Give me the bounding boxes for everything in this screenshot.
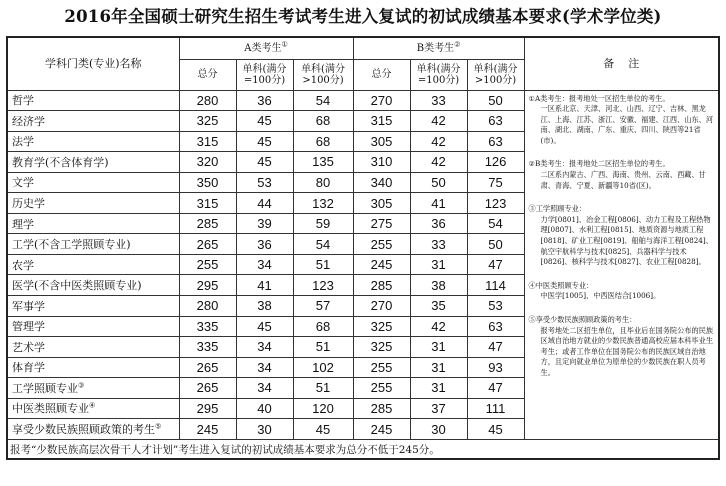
b-total-cell: 340 (353, 172, 410, 193)
b-single100-cell: 42 (410, 111, 467, 132)
a-single-over100-header: 单科(满分>100分) (293, 59, 353, 90)
a-total-cell: 320 (179, 152, 236, 173)
subject-name: 教育学(不含体育学) (7, 152, 179, 173)
a-total-cell: 335 (179, 337, 236, 358)
b-single-over100-cell: 93 (467, 357, 524, 378)
b-single-over100-cell: 53 (467, 295, 524, 316)
note-heading: ⑤享受少数民族照顾政策的考生： (528, 315, 637, 324)
b-single100-cell: 42 (410, 316, 467, 337)
a-total-cell: 315 (179, 131, 236, 152)
b-total-cell: 270 (353, 90, 410, 111)
b-single100-cell: 35 (410, 295, 467, 316)
b-single-over100-cell: 50 (467, 90, 524, 111)
a-single-over100-cell: 51 (293, 337, 353, 358)
b-single100-header: 单科(满分=100分) (410, 59, 467, 90)
b-total-cell: 275 (353, 213, 410, 234)
b-total-cell: 255 (353, 378, 410, 399)
a-single-over100-cell: 45 (293, 419, 353, 440)
note-block (529, 204, 715, 268)
a-single100-cell: 45 (236, 152, 293, 173)
b-single100-cell: 38 (410, 275, 467, 296)
subject-name: 理学 (7, 213, 179, 234)
b-group-header: B类考生② (353, 37, 524, 59)
note-heading: ④中医类照顾专业： (528, 280, 594, 290)
b-single-over100-cell: 63 (467, 131, 524, 152)
note-block (529, 94, 715, 147)
b-single100-cell: 31 (410, 378, 467, 399)
b-single100-cell: 31 (410, 357, 467, 378)
a-total-cell: 350 (179, 172, 236, 193)
a-total-header: 总分 (179, 59, 236, 90)
b-single100-cell: 31 (410, 337, 467, 358)
b-single100-cell: 41 (410, 193, 467, 214)
subject-name: 军事学 (7, 295, 179, 316)
subject-name: 法学 (7, 131, 179, 152)
score-rows (7, 90, 719, 440)
a-single-over100-cell: 135 (293, 152, 353, 173)
note-body: 二区系内蒙古、广西、海南、贵州、云南、西藏、甘肃、青海、宁夏、新疆等10省(区)。 (540, 170, 706, 190)
notes-header: 备 注 (524, 37, 719, 90)
b-total-cell: 325 (353, 316, 410, 337)
table-row (7, 90, 719, 111)
subject-name: 医学(不含中医类照顾专业) (7, 275, 179, 296)
b-total-cell: 245 (353, 254, 410, 275)
b-single100-cell: 33 (410, 90, 467, 111)
a-single100-cell: 34 (236, 378, 293, 399)
b-single-over100-cell: 123 (467, 193, 524, 214)
a-single100-cell: 34 (236, 254, 293, 275)
a-single-over100-cell: 54 (293, 90, 353, 111)
a-total-cell: 335 (179, 316, 236, 337)
subject-name: 享受少数民族照顾政策的考生⑤ (7, 419, 179, 440)
a-single-over100-cell: 80 (293, 172, 353, 193)
b-single-over100-cell: 45 (467, 419, 524, 440)
note-body: 中医学[1005]、中西医结合[1006]。 (540, 291, 661, 301)
b-single100-cell: 37 (410, 398, 467, 419)
b-single100-cell: 31 (410, 254, 467, 275)
subject-header: 学科门类(专业)名称 (7, 37, 179, 90)
subject-name: 管理学 (7, 316, 179, 337)
a-single-over100-cell: 132 (293, 193, 353, 214)
b-total-cell: 285 (353, 398, 410, 419)
b-single100-cell: 42 (410, 152, 467, 173)
a-total-cell: 265 (179, 357, 236, 378)
b-total-cell: 255 (353, 234, 410, 255)
a-total-cell: 245 (179, 419, 236, 440)
a-single100-cell: 45 (236, 111, 293, 132)
a-single-over100-cell: 102 (293, 357, 353, 378)
note-block (529, 281, 715, 302)
a-single-over100-cell: 68 (293, 111, 353, 132)
note-heading: ①A类考生：报考地处一区招生单位的考生。 (528, 93, 670, 103)
b-single-over100-cell: 75 (467, 172, 524, 193)
subject-name: 哲学 (7, 90, 179, 111)
a-single100-cell: 34 (236, 337, 293, 358)
b-total-cell: 325 (353, 337, 410, 358)
a-total-cell: 315 (179, 193, 236, 214)
a-single100-cell: 41 (236, 275, 293, 296)
a-single100-cell: 30 (236, 419, 293, 440)
b-single-over100-cell: 47 (467, 254, 524, 275)
b-single-over100-cell: 54 (467, 213, 524, 234)
a-group-header: A类考生① (179, 37, 353, 59)
a-single-over100-cell: 51 (293, 254, 353, 275)
a-single100-cell: 45 (236, 131, 293, 152)
a-single100-cell: 53 (236, 172, 293, 193)
subject-name: 经济学 (7, 111, 179, 132)
subject-name: 工学(不含工学照顾专业) (7, 234, 179, 255)
b-single-over100-cell: 47 (467, 337, 524, 358)
a-single100-cell: 34 (236, 357, 293, 378)
b-single-over100-cell: 114 (467, 275, 524, 296)
a-total-cell: 265 (179, 378, 236, 399)
a-total-cell: 295 (179, 398, 236, 419)
a-single100-cell: 36 (236, 234, 293, 255)
a-total-cell: 280 (179, 90, 236, 111)
a-single-over100-cell: 54 (293, 234, 353, 255)
a-total-cell: 255 (179, 254, 236, 275)
footer-note: 报考“少数民族高层次骨干人才计划”考生进入复试的初试成绩基本要求为总分不低于245分。 (7, 440, 719, 460)
b-single-over100-cell: 111 (467, 398, 524, 419)
a-single100-cell: 45 (236, 316, 293, 337)
subject-name: 体育学 (7, 357, 179, 378)
a-total-cell: 280 (179, 295, 236, 316)
subject-name: 农学 (7, 254, 179, 275)
subject-name: 中医类照顾专业④ (7, 398, 179, 419)
subject-name: 艺术学 (7, 337, 179, 358)
score-table (6, 36, 720, 460)
note-body: 报考地处二区招生单位，且毕业后在国务院公布的民族区域自治地方就业的少数民族普通高校应届本科毕业生考生；或者工作单位在国务院公布的民族区域自治地方，且定向就业单位为原单位的少数民族在职人员考生。 (540, 325, 714, 377)
b-total-cell: 310 (353, 152, 410, 173)
b-total-cell: 285 (353, 275, 410, 296)
a-single100-cell: 38 (236, 295, 293, 316)
a-single-over100-cell: 120 (293, 398, 353, 419)
b-total-cell: 270 (353, 295, 410, 316)
b-single-over100-cell: 63 (467, 111, 524, 132)
note-body: 力学[0801]、冶金工程[0806]、动力工程及工程热物理[0807]、水利工程[0815]、地质资源与地质工程[0818]、矿业工程[0819]、船舶与海洋工程[0824]、航空宇航科学与技术[0825]、兵器科学与技术[0826]、核科学与技术[0827]、农业工程[0828]。 (540, 214, 713, 267)
note-body: 一区系北京、天津、河北、山西、辽宁、吉林、黑龙江、上海、江苏、浙江、安徽、福建、江西、山东、河南、湖北、湖南、广东、重庆、四川、陕西等21省(市)。 (540, 104, 714, 145)
a-single100-cell: 40 (236, 398, 293, 419)
a-total-cell: 325 (179, 111, 236, 132)
b-single-over100-cell: 47 (467, 378, 524, 399)
a-single-over100-cell: 123 (293, 275, 353, 296)
a-single100-cell: 36 (236, 90, 293, 111)
a-total-cell: 295 (179, 275, 236, 296)
note-block (529, 315, 715, 379)
b-single-over100-header: 单科(满分>100分) (467, 59, 524, 90)
a-total-cell: 265 (179, 234, 236, 255)
a-single100-header: 单科(满分=100分) (236, 59, 293, 90)
b-total-cell: 305 (353, 131, 410, 152)
b-single-over100-cell: 63 (467, 316, 524, 337)
subject-name: 文学 (7, 172, 179, 193)
subject-name: 历史学 (7, 193, 179, 214)
a-single100-cell: 44 (236, 193, 293, 214)
b-total-header: 总分 (353, 59, 410, 90)
notes-cell (524, 90, 719, 440)
note-heading: ③工学照顾专业： (528, 204, 587, 214)
b-single100-cell: 42 (410, 131, 467, 152)
a-single-over100-cell: 57 (293, 295, 353, 316)
b-single-over100-cell: 50 (467, 234, 524, 255)
b-single-over100-cell: 126 (467, 152, 524, 173)
note-block (529, 159, 715, 191)
b-total-cell: 305 (353, 193, 410, 214)
b-single100-cell: 33 (410, 234, 467, 255)
b-single100-cell: 50 (410, 172, 467, 193)
a-single-over100-cell: 68 (293, 131, 353, 152)
page-title: 2016年全国硕士研究生招生考试考生进入复试的初试成绩基本要求(学术学位类) (64, 7, 662, 26)
note-heading: ②B类考生：报考地处二区招生单位的考生。 (528, 159, 670, 169)
a-single-over100-cell: 51 (293, 378, 353, 399)
b-total-cell: 245 (353, 419, 410, 440)
a-single-over100-cell: 68 (293, 316, 353, 337)
b-single100-cell: 36 (410, 213, 467, 234)
a-single100-cell: 39 (236, 213, 293, 234)
a-total-cell: 285 (179, 213, 236, 234)
subject-name: 工学照顾专业③ (7, 378, 179, 399)
b-single100-cell: 30 (410, 419, 467, 440)
a-single-over100-cell: 59 (293, 213, 353, 234)
b-total-cell: 315 (353, 111, 410, 132)
b-total-cell: 255 (353, 357, 410, 378)
